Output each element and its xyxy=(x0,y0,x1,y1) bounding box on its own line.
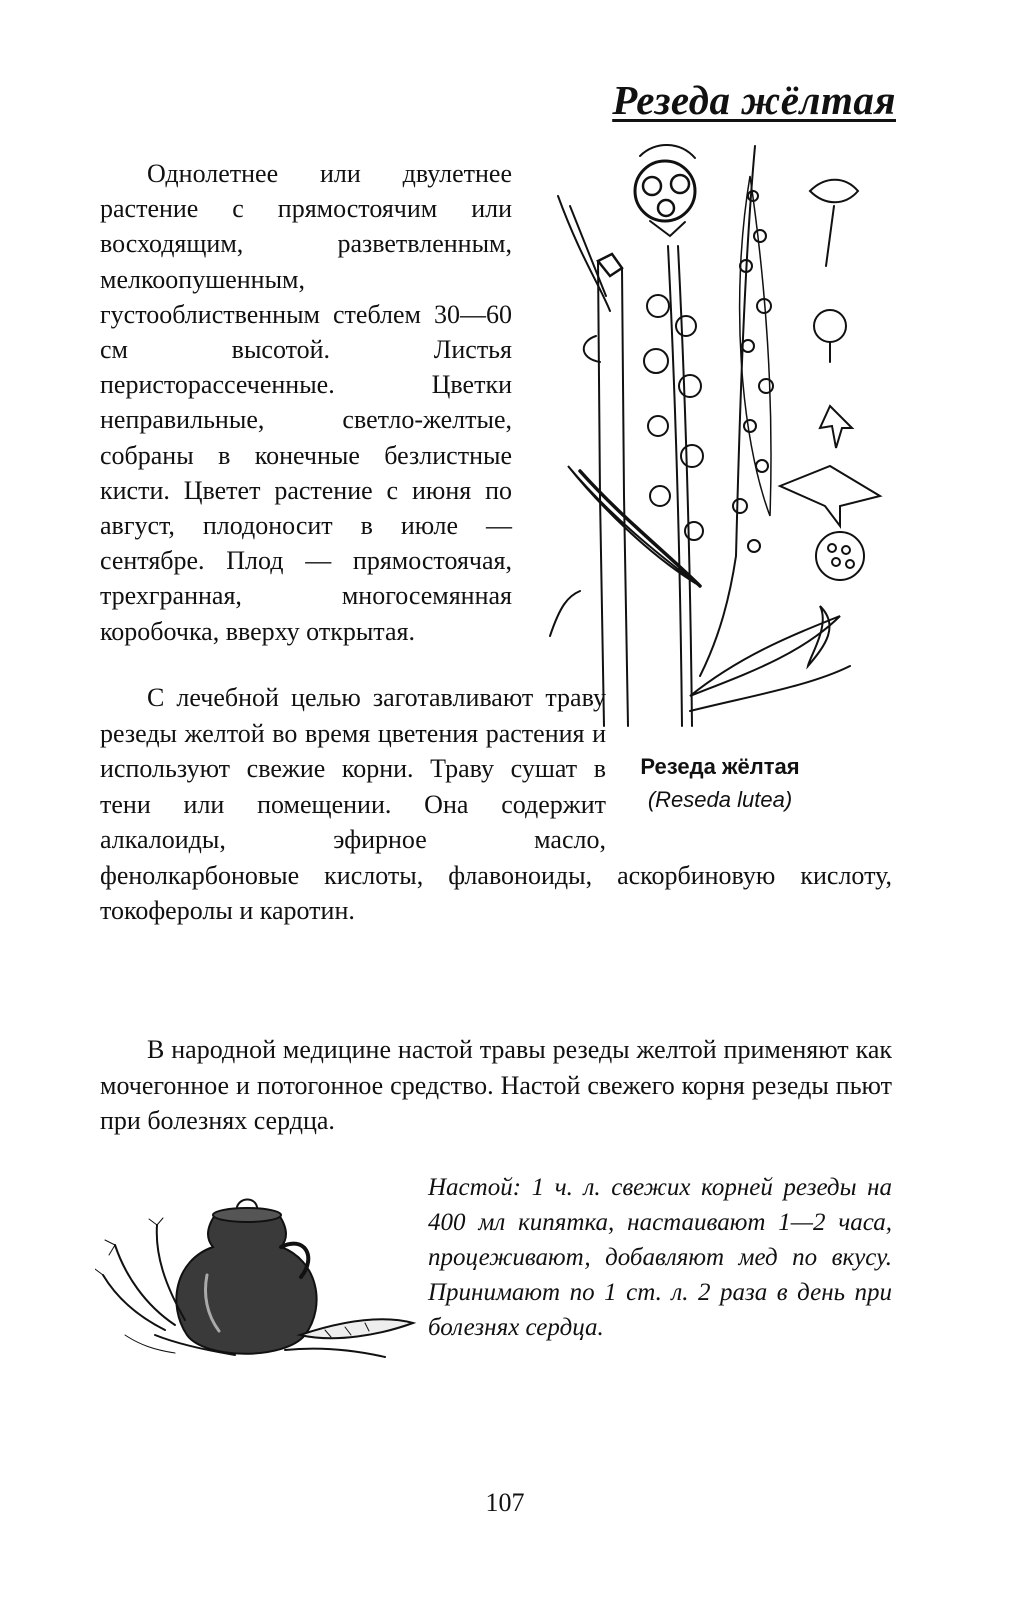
paragraph-folk-medicine: В народной медицине настой травы резеды желтой применяют как мочегонное и потогонное средство. Настой свежего корня резеды пьют при болезнях сердца. xyxy=(100,1035,892,1135)
page-title: Резеда жёлтая xyxy=(612,77,896,123)
paragraph-harvesting-wrapper xyxy=(100,680,892,929)
page-number: 107 xyxy=(485,1488,525,1517)
figure-caption-latin: (Reseda lutea) xyxy=(647,787,793,812)
reseda-plant-illustration xyxy=(540,136,900,736)
paragraph-harvesting: С лечебной целью заготавливают траву резеды желтой во время цветения растения и используют свежие корни. Траву сушат в тени или помещении. Она содержит алкалоиды, эфирное масло, фенолкарбоновые кислоты, флавоноиды, аскорбиновую кислоту, токоферолы и каротин. xyxy=(100,683,892,925)
figure-caption-name: Резеда жёлтая xyxy=(640,754,800,779)
pot-with-roots-illustration xyxy=(95,1185,420,1365)
paragraph-description: Однолетнее или двулетнее растение с прямостоячим или восходящим, разветвленным, мелкоопушенным, густооблиственным стеблем 30—60 см высотой. Листья перисторассеченные. Цветки неправильные, светло-желтые, собраны в конечные безлистные кисти. Цветет растение с июня по август, плодоносит в июле — сентябре. Плод — прямостоячая, трехгранная, многосемянная коробочка, вверху открытая. xyxy=(100,159,512,646)
recipe-infusion: Настой: 1 ч. л. свежих корней резеды на 400 мл кипятка, настаивают 1—2 часа, процеживают, добавляют мед по вкусу. Принимают по 1 ст. л. 2 раза в день при болезнях сердца. xyxy=(428,1174,892,1341)
